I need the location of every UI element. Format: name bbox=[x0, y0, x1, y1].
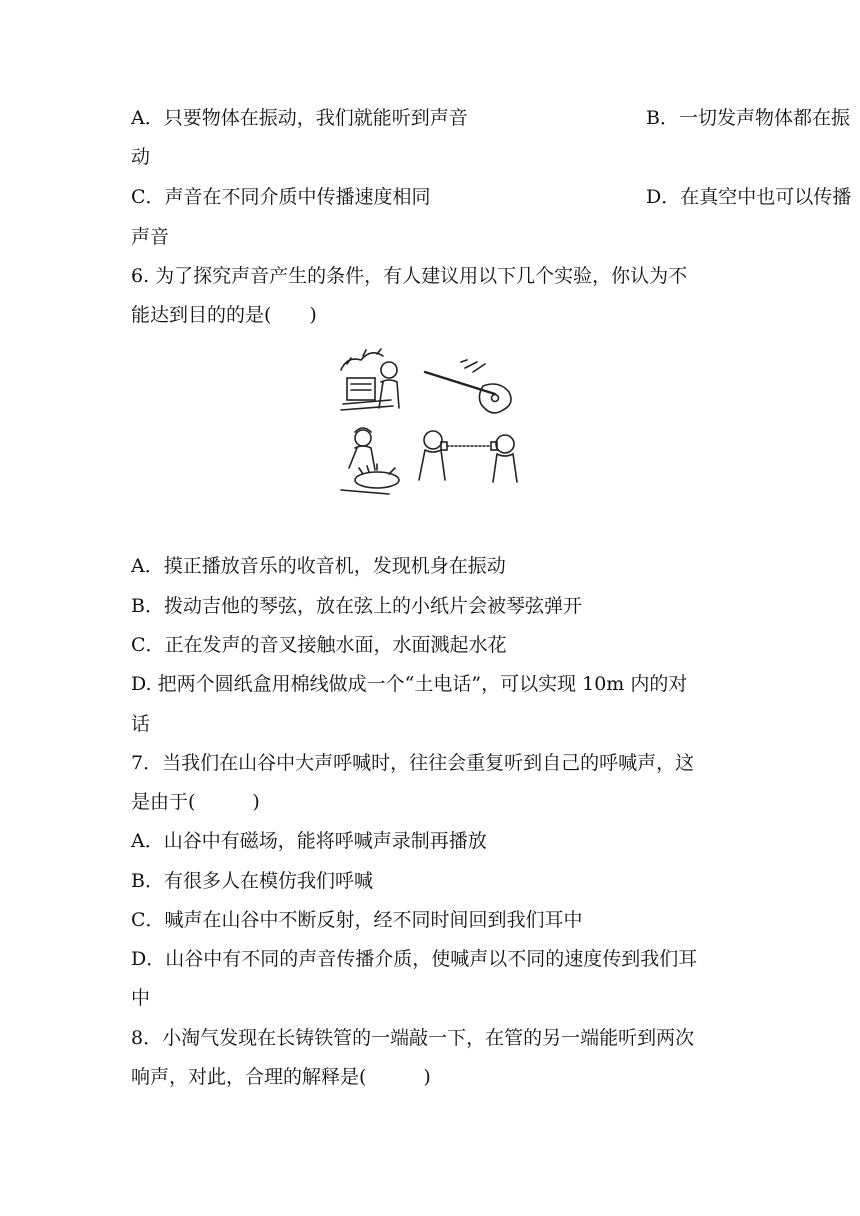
q5-options-row-2 bbox=[131, 185, 852, 209]
q5-option-c: C．声音在不同介质中传播速度相同 bbox=[131, 186, 431, 208]
q5-option-b: B．一切发声物体都在振 bbox=[646, 107, 850, 129]
q7-option-a: A．山谷中有磁场，能将呼喊声录制再播放 bbox=[131, 830, 487, 852]
q5-option-d: D．在真空中也可以传播 bbox=[646, 186, 852, 208]
tuning-fork-experiment-icon bbox=[341, 428, 399, 494]
q7-option-d-wrap: 中 bbox=[131, 987, 151, 1009]
q5-option-a: A．只要物体在振动，我们就能听到声音 bbox=[131, 107, 468, 129]
q7-option-c: C．喊声在山谷中不断反射，经不同时间回到我们耳中 bbox=[131, 909, 583, 931]
q6-option-d: D. 把两个圆纸盒用棉线做成一个“土电话”，可以实现 10m 内的对 bbox=[131, 673, 688, 695]
q5-options-row-1 bbox=[131, 106, 850, 130]
guitar-experiment-icon bbox=[425, 360, 511, 413]
q7-stem-line-1: 7．当我们在山谷中大声呼喊时，往往会重复听到自己的呼喊声，这 bbox=[131, 752, 695, 774]
q7-stem-line-2: 是由于( ) bbox=[131, 791, 260, 813]
q7-option-b: B．有很多人在模仿我们呼喊 bbox=[131, 870, 373, 892]
string-telephone-experiment-icon bbox=[419, 431, 517, 482]
q6-option-b: B．拨动吉他的琴弦，放在弦上的小纸片会被琴弦弹开 bbox=[131, 595, 582, 617]
q6-option-c: C．正在发声的音叉接触水面，水面溅起水花 bbox=[131, 634, 507, 656]
q5-option-b-wrap: 动 bbox=[131, 146, 151, 168]
q8-stem-line-1: 8．小淘气发现在长铸铁管的一端敲一下，在管的另一端能听到两次 bbox=[131, 1027, 695, 1049]
q8-stem-line-2: 响声，对此，合理的解释是( ) bbox=[131, 1066, 431, 1088]
q7-option-d: D．山谷中有不同的声音传播介质，使喊声以不同的速度传到我们耳 bbox=[131, 948, 698, 970]
q6-stem-line-1: 6. 为了探究声音产生的条件，有人建议用以下几个实验，你认为不 bbox=[131, 265, 688, 287]
radio-experiment-icon bbox=[341, 349, 399, 410]
q6-stem-line-2: 能达到目的的是( ) bbox=[131, 304, 317, 326]
q6-option-d-wrap: 话 bbox=[131, 713, 151, 735]
q6-experiment-illustration bbox=[333, 342, 533, 507]
q6-option-a: A．摸正播放音乐的收音机，发现机身在振动 bbox=[131, 555, 506, 577]
q5-option-d-wrap: 声音 bbox=[131, 226, 170, 248]
